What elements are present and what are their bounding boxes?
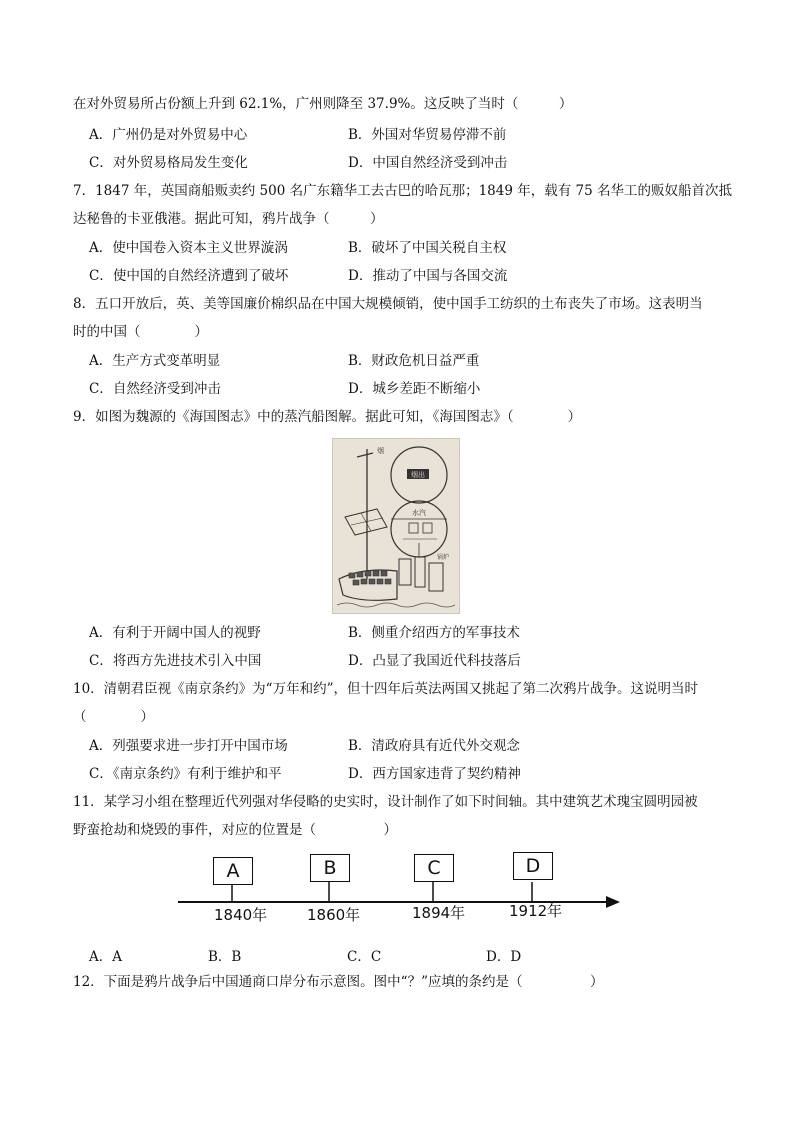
q8-option-b[interactable]: B．财政危机日益严重 [348,353,480,369]
timeline-year-1860: 1860年 [307,906,361,924]
timeline-year-1840: 1840年 [214,906,268,924]
q10-option-a[interactable]: A．列强要求进一步打开中国市场 [89,738,288,754]
q9-option-c[interactable]: C．将西方先进技术引入中国 [89,653,262,669]
q9-stem-line1: 9．如图为魏源的《海国图志》中的蒸汽船图解。据此可知，《海国图志》（ ） [73,409,582,425]
q7-option-c[interactable]: C．使中国的自然经济遭到了破坏 [89,268,289,284]
timeline-box-d: D [513,852,553,880]
q9-option-b[interactable]: B．侧重介绍西方的军事技术 [348,625,520,641]
q11-option-c[interactable]: C．C [347,949,382,965]
q11-option-d[interactable]: D．D [486,949,522,965]
steamship-diagram-illustration [333,439,459,613]
timeline [176,850,622,930]
q10-stem-line1: 10．清朝君臣视《南京条约》为“万年和约”，但十四年后英法两国又挑起了第二次鸦片战争。这说明当时 [73,681,698,697]
q11-stem-line2: 野蛮抢劫和烧毁的事件，对应的位置是（ ） [73,822,397,838]
q7-option-a[interactable]: A．使中国卷入资本主义世界漩涡 [89,240,288,256]
steamship-diagram-figure [332,438,460,614]
figure-label-top: 烟 [377,447,384,455]
q7-stem-line1: 7．1847 年，英国商船贩卖约 500 名广东籍华工去古巴的哈瓦那；1849 年，载有 75 名华工的贩奴船首次抵 [73,183,732,199]
timeline-year-1894: 1894年 [412,904,466,922]
q7-option-d[interactable]: D．推动了中国与各国交流 [348,268,508,284]
q11-option-a[interactable]: A．A [89,949,122,965]
q8-option-c[interactable]: C．自然经济受到冲击 [89,381,221,397]
q10-option-c[interactable]: C．《南京条约》有利于维护和平 [89,766,282,782]
q10-option-d[interactable]: D．西方国家违背了契约精神 [348,766,521,782]
q10-stem-line2: （ ） [73,709,154,725]
q10-option-b[interactable]: B．清政府具有近代外交观念 [348,738,520,754]
q11-option-b[interactable]: B．B [208,949,242,965]
q8-stem-line1: 8．五口开放后，英、美等国廉价棉织品在中国大规模倾销，使中国手工纺织的土布丧失了市场。这表明当 [73,296,703,312]
q8-option-d[interactable]: D．城乡差距不断缩小 [348,381,481,397]
q6-stem-tail: 在对外贸易所占份额上升到 62.1%，广州则降至 37.9%。这反映了当时（ ） [73,96,573,112]
q6-option-a[interactable]: A．广州仍是对外贸易中心 [89,127,248,143]
timeline-box-c: C [414,854,454,882]
q6-option-d[interactable]: D．中国自然经济受到冲击 [348,155,508,171]
timeline-box-b: B [310,854,350,882]
q9-option-a[interactable]: A．有利于开阔中国人的视野 [89,625,261,641]
timeline-year-1912: 1912年 [509,902,563,920]
q7-stem-line2: 达秘鲁的卡亚俄港。据此可知，鸦片战争（ ） [73,211,384,227]
q6-option-b[interactable]: B．外国对华贸易停滞不前 [348,127,507,143]
q8-option-a[interactable]: A．生产方式变革明显 [89,353,221,369]
q11-stem-line1: 11．某学习小组在整理近代列强对华侵略的史实时，设计制作了如下时间轴。其中建筑艺术瑰宝圆明园被 [73,794,698,810]
q9-option-d[interactable]: D．凸显了我国近代科技落后 [348,653,521,669]
figure-label-circle2: 水汽 [412,509,426,517]
figure-label-side: 锅炉 [437,554,450,561]
q7-option-b[interactable]: B．破坏了中国关税自主权 [348,240,507,256]
q12-stem-line1: 12．下面是鸦片战争后中国通商口岸分布示意图。图中“？”应填的条约是（ ） [73,974,604,990]
q8-stem-line2: 时的中国（ ） [73,324,208,340]
figure-label-circle1: 烟出 [411,471,425,479]
q6-option-c[interactable]: C．对外贸易格局发生变化 [89,155,248,171]
timeline-box-a: A [213,857,253,885]
